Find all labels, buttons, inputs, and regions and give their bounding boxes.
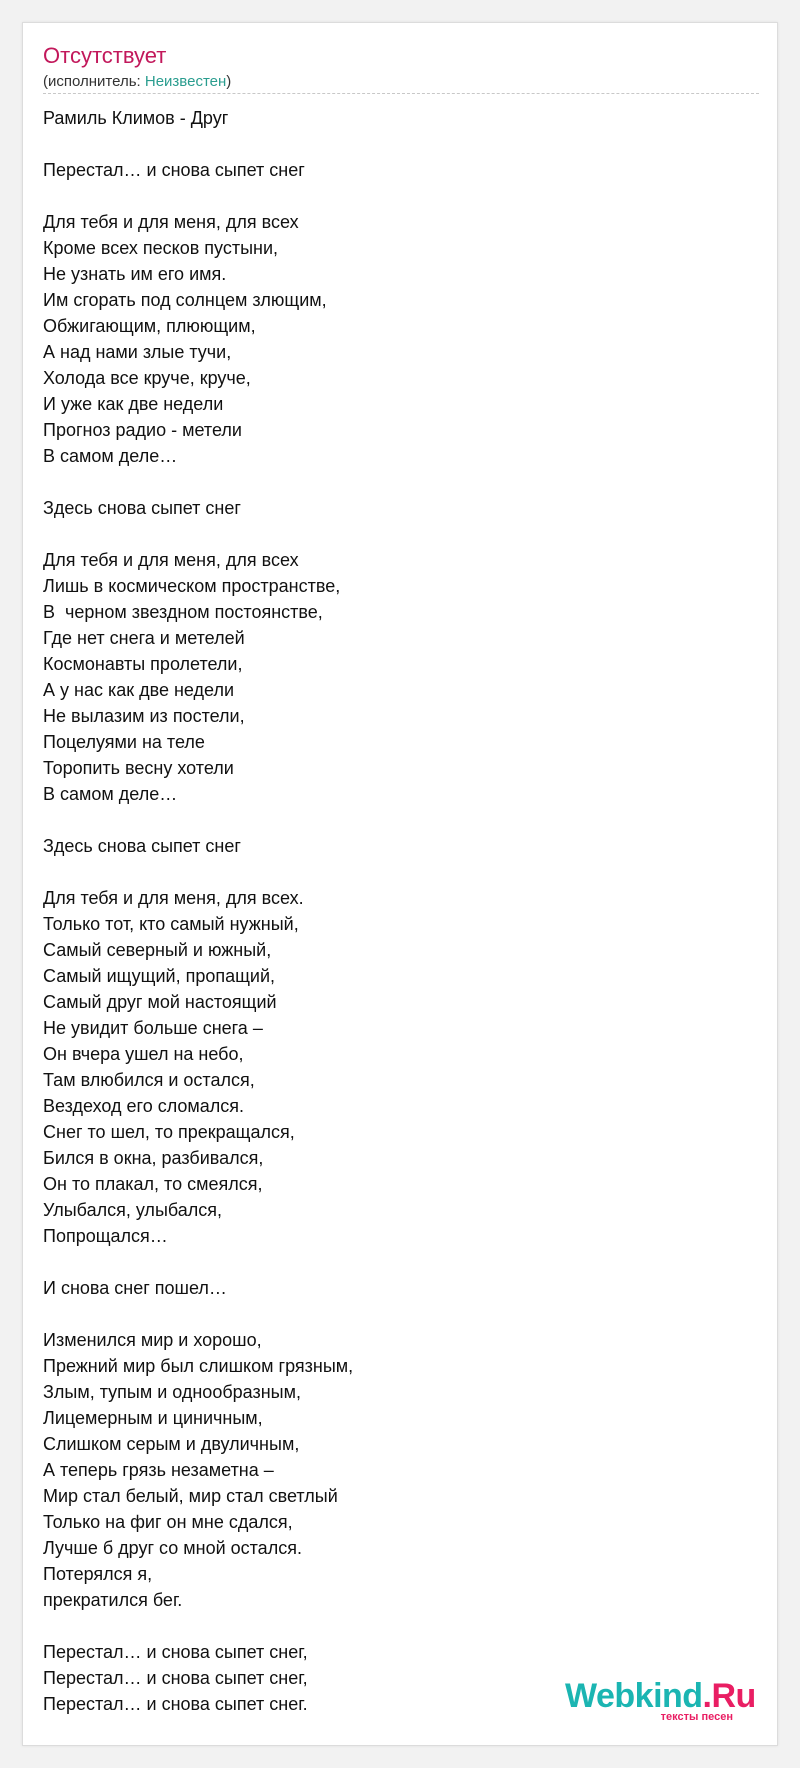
lyric-line: Бился в окна, разбивался,: [43, 1148, 264, 1168]
lyric-line: В черном звездном постоянстве,: [43, 602, 323, 622]
lyric-line: Потерялся я,: [43, 1564, 153, 1584]
lyric-line: Слишком серым и двуличным,: [43, 1434, 300, 1454]
lyric-line: Только тот, кто самый нужный,: [43, 914, 299, 934]
lyric-line: Торопить весну хотели: [43, 758, 234, 778]
performer-prefix: (исполнитель:: [43, 73, 145, 90]
lyric-line: Где нет снега и метелей: [43, 628, 245, 648]
lyric-line: Прогноз радио - метели: [43, 420, 242, 440]
lyrics-text: [43, 105, 759, 1717]
lyric-blank-line: [43, 1301, 759, 1327]
logo-wordmark: [565, 1679, 755, 1713]
lyric-line: Здесь снова сыпет снег: [43, 498, 241, 518]
webkind-logo[interactable]: [565, 1679, 755, 1725]
lyric-line: А у нас как две недели: [43, 680, 235, 700]
lyrics-card: [22, 22, 778, 1746]
lyric-line: Перестал… и снова сыпет снег,: [43, 1642, 308, 1662]
song-title: Отсутствует: [43, 43, 167, 68]
performer-suffix: ): [226, 73, 232, 90]
lyric-line: Для тебя и для меня, для всех: [43, 550, 299, 570]
lyric-line: Поцелуями на теле: [43, 732, 205, 752]
lyric-line: Там влюбился и остался,: [43, 1070, 255, 1090]
lyric-line: Лицемерным и циничным,: [43, 1408, 263, 1428]
lyric-line: И уже как две недели: [43, 394, 224, 414]
lyric-line: В самом деле…: [43, 784, 178, 804]
performer-line: [43, 73, 231, 91]
lyric-line: Не вылазим из постели,: [43, 706, 245, 726]
lyric-line: Им сгорать под солнцем злющим,: [43, 290, 327, 310]
lyric-line: Злым, тупым и однообразным,: [43, 1382, 301, 1402]
logo-suffix: .Ru: [702, 1677, 756, 1715]
lyric-line: Самый друг мой настоящий: [43, 992, 277, 1012]
lyric-line: Лучше б друг со мной остался.: [43, 1538, 302, 1558]
lyric-line: А над нами злые тучи,: [43, 342, 232, 362]
lyric-line: Только на фиг он мне сдался,: [43, 1512, 293, 1532]
lyric-line: Перестал… и снова сыпет снег.: [43, 1694, 308, 1714]
logo-main-text: Webkind: [565, 1677, 703, 1715]
lyric-line: Холода все круче, круче,: [43, 368, 251, 388]
lyric-line: Не увидит больше снега –: [43, 1018, 263, 1038]
lyric-line: Лишь в космическом пространстве,: [43, 576, 341, 596]
lyric-line: Мир стал белый, мир стал светлый: [43, 1486, 338, 1506]
lyric-line: Попрощался…: [43, 1226, 168, 1246]
lyric-line: Кроме всех песков пустыни,: [43, 238, 279, 258]
lyric-line: Здесь снова сыпет снег: [43, 836, 241, 856]
lyric-line: А теперь грязь незаметна –: [43, 1460, 274, 1480]
lyric-line: Перестал… и снова сыпет снег,: [43, 1668, 308, 1688]
lyric-line: В самом деле…: [43, 446, 178, 466]
logo-tagline: тексты песен: [660, 1711, 733, 1723]
performer-link[interactable]: Неизвестен: [144, 73, 227, 90]
lyric-line: Самый северный и южный,: [43, 940, 272, 960]
lyric-line: Для тебя и для меня, для всех: [43, 212, 299, 232]
header-divider: [43, 93, 759, 94]
lyric-blank-line: [43, 807, 759, 833]
lyric-blank-line: [43, 183, 759, 209]
lyric-line: Самый ищущий, пропащий,: [43, 966, 276, 986]
lyric-line: Обжигающим, плюющим,: [43, 316, 256, 336]
lyric-line: Снег то шел, то прекращался,: [43, 1122, 295, 1142]
lyric-blank-line: [43, 859, 759, 885]
lyric-line: Вездеход его сломался.: [43, 1096, 245, 1116]
lyric-line: Для тебя и для меня, для всех.: [43, 888, 304, 908]
lyric-line: Рамиль Климов - Друг: [43, 108, 229, 128]
lyric-line: Перестал… и снова сыпет снег: [43, 160, 305, 180]
lyric-line: Улыбался, улыбался,: [43, 1200, 223, 1220]
lyric-line: Он то плакал, то смеялся,: [43, 1174, 263, 1194]
lyric-line: Космонавты пролетели,: [43, 654, 243, 674]
lyric-blank-line: [43, 469, 759, 495]
lyric-line: Не узнать им его имя.: [43, 264, 227, 284]
lyric-blank-line: [43, 1613, 759, 1639]
lyric-line: прекратился бег.: [43, 1590, 183, 1610]
lyric-line: И снова снег пошел…: [43, 1278, 227, 1298]
lyric-line: Прежний мир был слишком грязным,: [43, 1356, 354, 1376]
lyric-blank-line: [43, 1249, 759, 1275]
lyric-blank-line: [43, 521, 759, 547]
lyric-blank-line: [43, 131, 759, 157]
lyric-line: Он вчера ушел на небо,: [43, 1044, 244, 1064]
lyric-line: Изменился мир и хорошо,: [43, 1330, 262, 1350]
